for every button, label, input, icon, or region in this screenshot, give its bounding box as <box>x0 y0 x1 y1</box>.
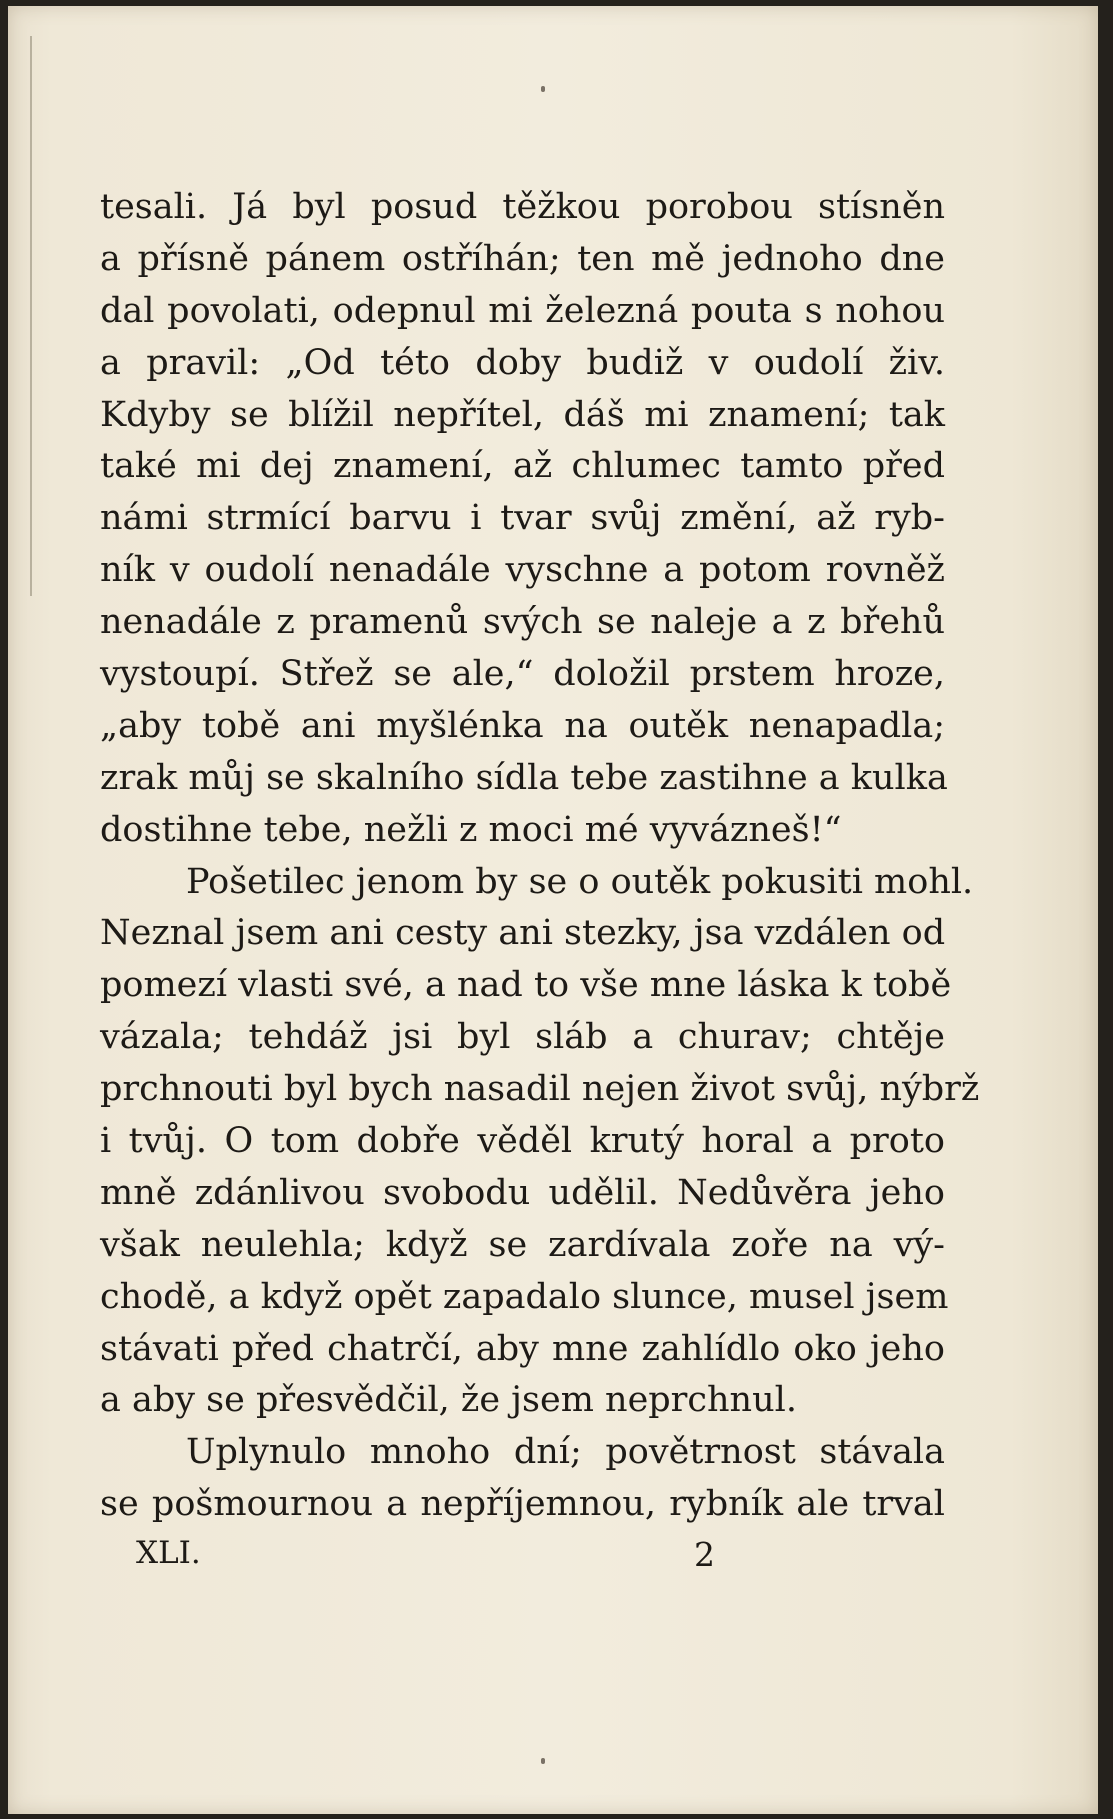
text-line: vystoupí. Střež se ale,“ doložil prstem hroze, <box>100 654 945 695</box>
text-line: se pošmournou a nepříjemnou, rybník ale trval <box>100 1484 945 1525</box>
text-line: a pravil: „Od této doby budiž v oudolí živ. <box>100 342 945 383</box>
paragraph-start-line: Pošetilec jenom by se o outěk pokusiti mohl. <box>186 861 974 902</box>
text-line: však neulehla; když se zardívala zoře na vý- <box>100 1224 945 1265</box>
ink-speck <box>541 1758 545 1764</box>
text-line: ník v oudolí nenadále vyschne a potom rovněž <box>100 550 945 591</box>
text-line: dostihne tebe, nežli z moci mé vyvázneš!“ <box>100 809 842 850</box>
text-line: a přísně pánem ostříhán; ten mě jednoho dne <box>100 238 945 279</box>
text-line: a aby se přesvědčil, že jsem neprchnul. <box>100 1380 797 1421</box>
text-line: i tvůj. O tom dobře věděl krutý horal a proto <box>100 1121 945 1162</box>
text-line: mně zdánlivou svobodu udělil. Nedůvěra jeho <box>100 1172 945 1213</box>
text-line: prchnouti byl bych nasadil nejen život svůj, nýbrž <box>100 1069 980 1110</box>
text-line: stávati před chatrčí, aby mne zahlídlo oko jeho <box>100 1328 945 1369</box>
ink-speck <box>541 86 545 92</box>
text-line: námi strmící barvu i tvar svůj změní, až ryb- <box>100 498 945 539</box>
text-line: také mi dej znamení, až chlumec tamto před <box>100 446 945 487</box>
text-line: „aby tobě ani myšlénka na outěk nenapadla; <box>100 705 945 746</box>
text-line: chodě, a když opět zapadalo slunce, musel jsem <box>100 1276 949 1317</box>
text-line: dal povolati, odepnul mi železná pouta s nohou <box>100 290 945 331</box>
text-line: pomezí vlasti své, a nad to vše mne láska k tobě <box>100 965 952 1006</box>
page-footer <box>100 1535 945 1585</box>
text-line: Neznal jsem ani cesty ani stezky, jsa vzdálen od <box>100 913 946 954</box>
body-text <box>100 182 980 1531</box>
text-line: nenadále z pramenů svých se naleje a z břehů <box>100 602 945 643</box>
text-line: tesali. Já byl posud těžkou porobou stísněn <box>100 187 945 227</box>
text-line: vázala; tehdáž jsi byl sláb a churav; chtěje <box>100 1017 945 1058</box>
volume-signature: XLI. <box>136 1535 201 1571</box>
text-line: zrak můj se skalního sídla tebe zastihne a kulka <box>100 757 948 798</box>
paragraph-start-line: Uplynulo mnoho dní; povětrnost stávala <box>186 1432 945 1473</box>
sheet-number: 2 <box>694 1535 715 1574</box>
binding-gutter-line <box>30 36 32 596</box>
text-line: Kdyby se blížil nepřítel, dáš mi znamení; tak <box>100 394 945 435</box>
